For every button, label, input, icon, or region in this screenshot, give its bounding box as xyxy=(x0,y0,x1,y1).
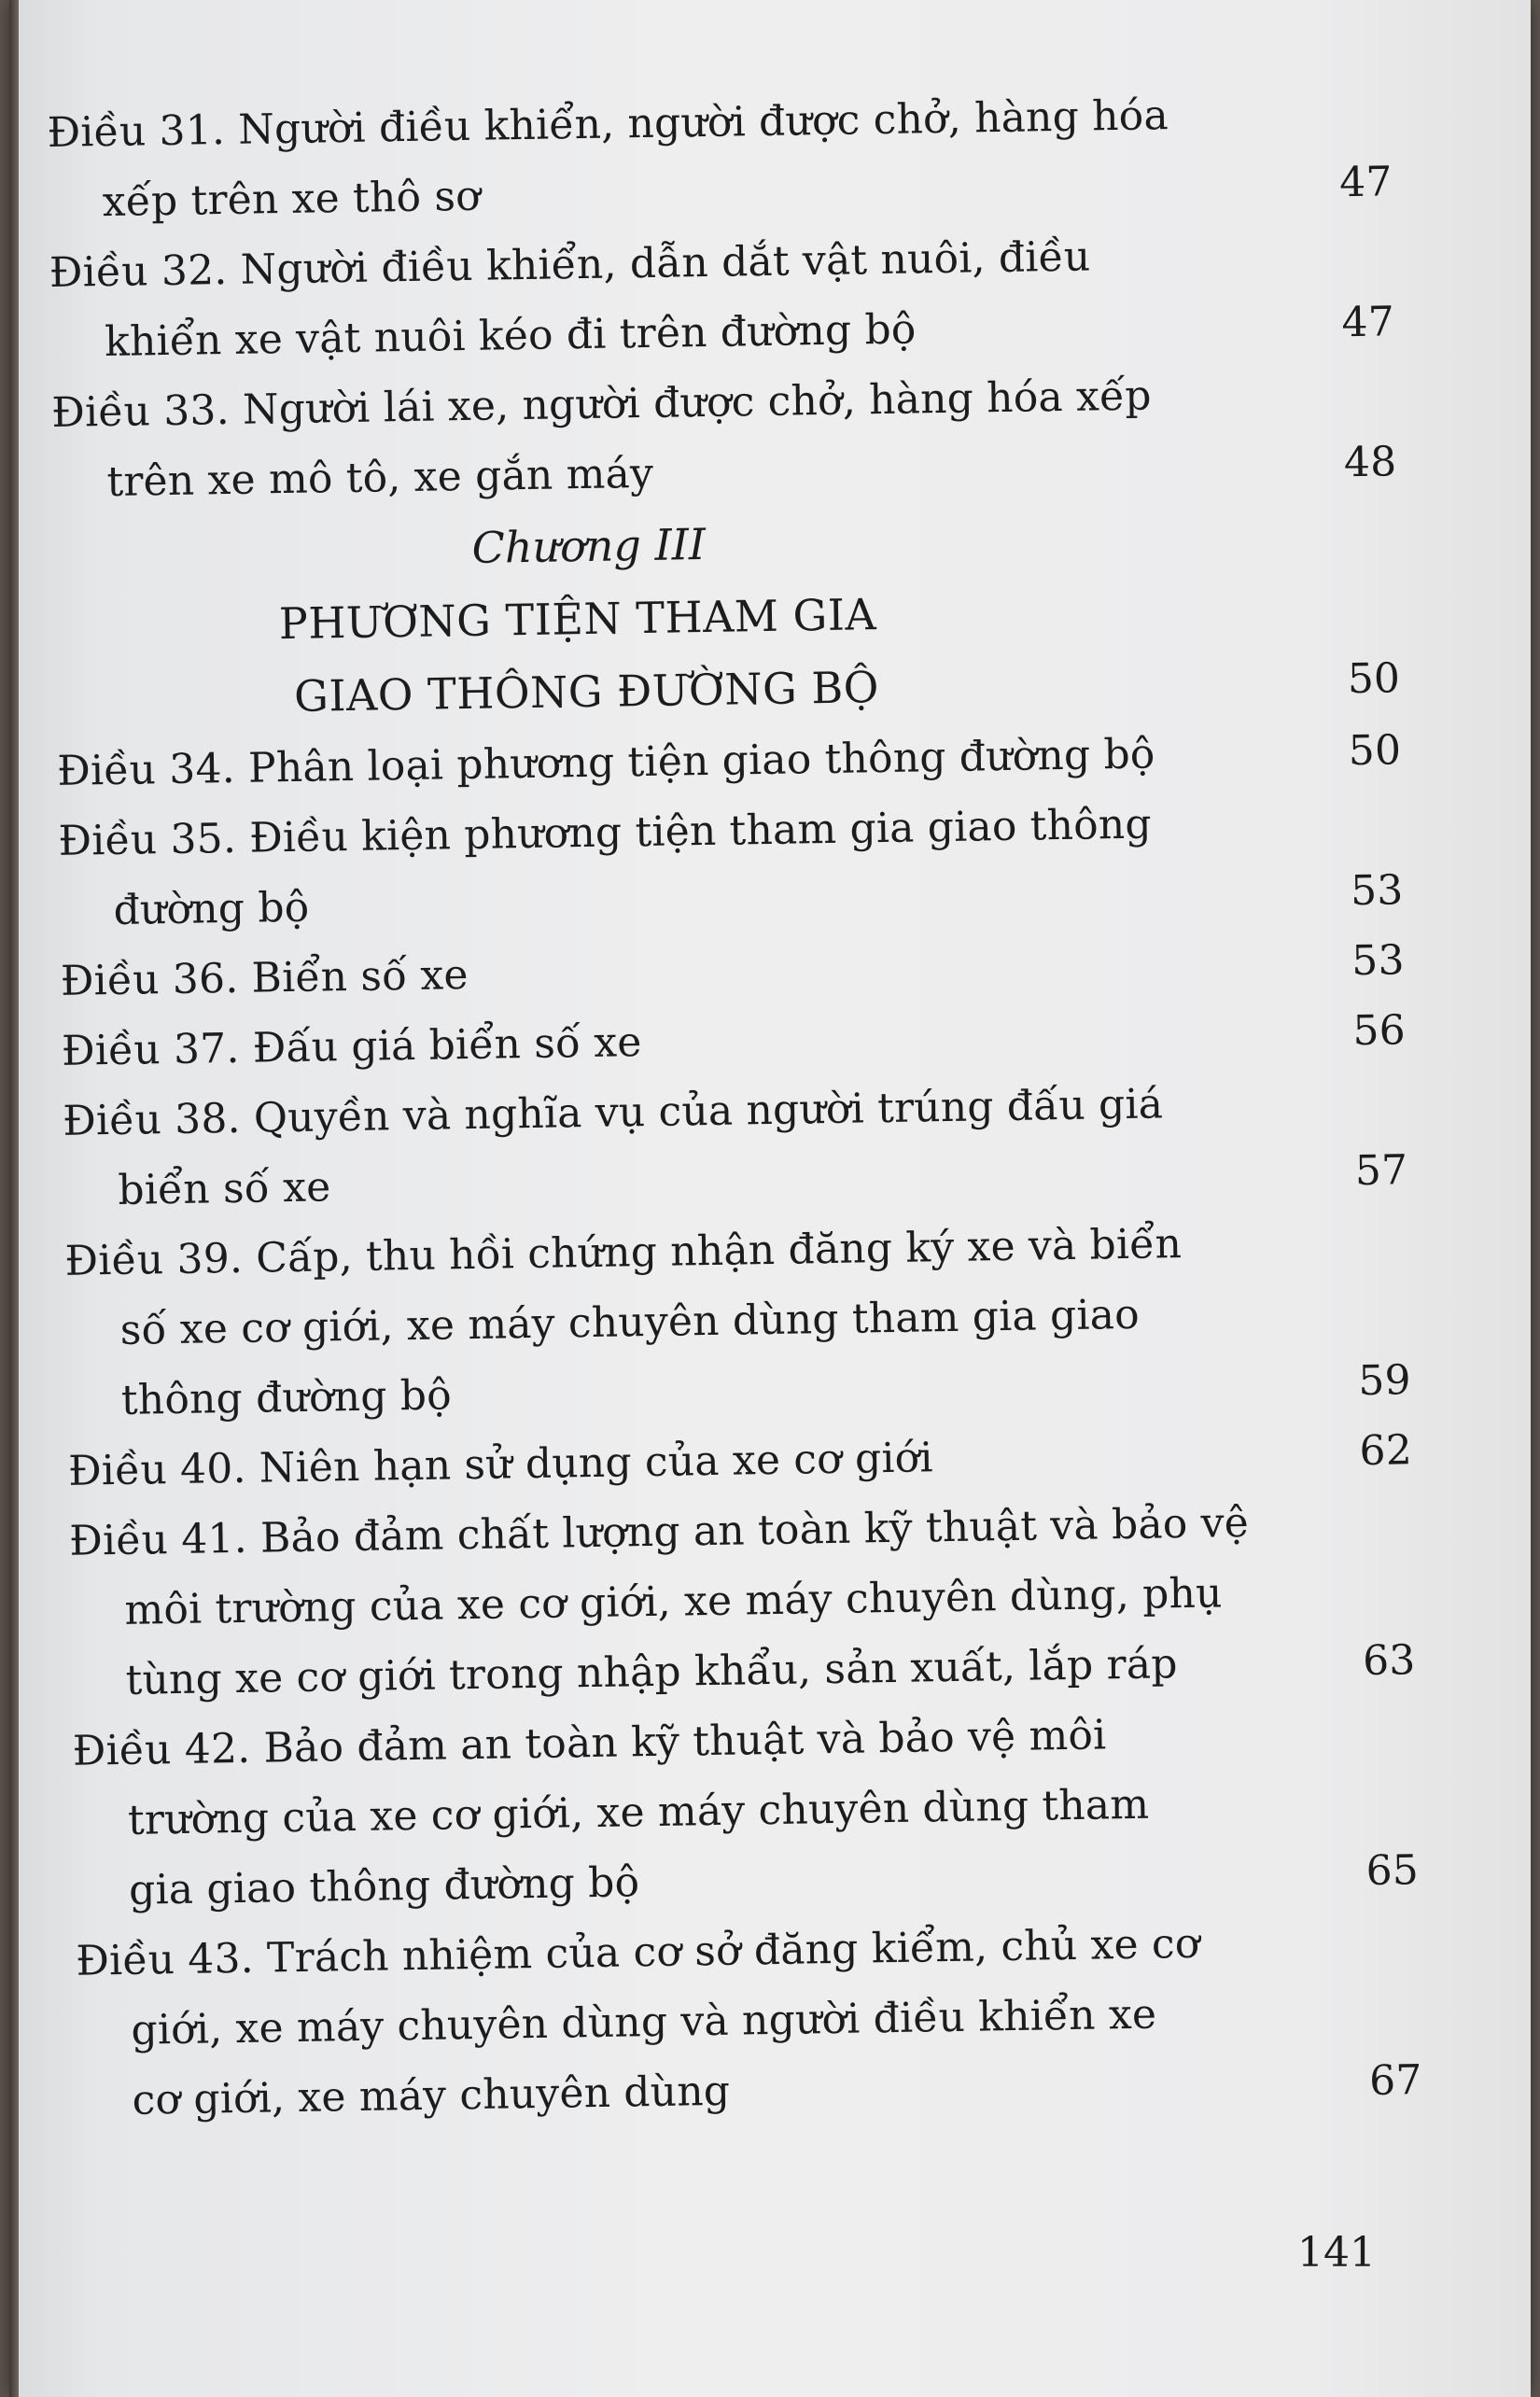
toc-entry xyxy=(72,1695,1419,1927)
toc-entry-page-number: 48 xyxy=(1343,438,1397,487)
toc-entry-title: Điều 36. Biển số xe xyxy=(60,951,469,1005)
toc-entry xyxy=(69,1485,1416,1717)
toc-entry-page-number: 53 xyxy=(1350,866,1404,916)
chapter-page-number: 50 xyxy=(1347,654,1401,704)
toc-section-1 xyxy=(47,77,1397,518)
toc-entry-continuation: đường bộ xyxy=(113,883,310,934)
toc-entry-page-number: 47 xyxy=(1338,158,1393,207)
toc-entry-page-number: 56 xyxy=(1352,1006,1407,1056)
toc-entry-continuation: trên xe mô tô, xe gắn máy xyxy=(106,449,654,507)
toc-entry-continuation: giới, xe máy chuyên dùng và người điều khiển xe xyxy=(131,1990,1157,2054)
toc-entry-page-number: 59 xyxy=(1357,1356,1412,1406)
toc-entry-title: Điều 34. Phân loại phương tiện giao thông đường bộ xyxy=(56,730,1155,795)
toc-entry-title: Điều 33. Người lái xe, người được chở, hàng hóa xếp xyxy=(50,371,1153,437)
table-of-contents xyxy=(47,77,1422,2136)
page-binding-edge xyxy=(9,0,19,2397)
toc-entry-title: Điều 32. Người điều khiển, dẫn dắt vật nuôi, điều xyxy=(49,232,1091,297)
toc-entry-title: Điều 41. Bảo đảm chất lượng an toàn kỹ thuật và bảo vệ xyxy=(68,1498,1250,1565)
toc-entry xyxy=(51,357,1397,518)
book-page xyxy=(9,0,1531,2397)
toc-entry-page-number: 53 xyxy=(1351,936,1406,986)
toc-entry-continuation: trường của xe cơ giới, xe máy chuyên dùng tham xyxy=(127,1780,1150,1844)
chapter-label: Chương III xyxy=(471,518,707,573)
toc-entry-title: Điều 38. Quyền và nghĩa vụ của người trúng đấu giá xyxy=(62,1080,1164,1145)
toc-entry-continuation: gia giao thông đường bộ xyxy=(128,1858,640,1914)
toc-entry-continuation: môi trường của xe cơ giới, xe máy chuyên dùng, phụ xyxy=(124,1569,1223,1634)
toc-entry-page-number: 63 xyxy=(1362,1636,1416,1686)
toc-entry xyxy=(63,1065,1408,1227)
toc-entry-page-number: 47 xyxy=(1341,298,1395,347)
toc-entry-page-number: 62 xyxy=(1359,1426,1413,1476)
toc-entry-page-number: 57 xyxy=(1354,1146,1408,1196)
toc-entry xyxy=(47,77,1393,238)
toc-entry-continuation: thông đường bộ xyxy=(120,1371,453,1424)
toc-entry-title: Điều 39. Cấp, thu hồi chứng nhận đăng ký xe và biển xyxy=(64,1220,1183,1285)
chapter-heading xyxy=(53,497,1400,736)
toc-entry xyxy=(76,1905,1422,2137)
toc-entry-continuation: số xe cơ giới, xe máy chuyên dùng tham gia giao xyxy=(119,1290,1141,1354)
toc-entry-page-number: 65 xyxy=(1365,1846,1420,1896)
chapter-title-line-2: GIAO THÔNG ĐƯỜNG BỘ xyxy=(293,662,880,722)
chapter-title-line-1: PHƯƠNG TIỆN THAM GIA xyxy=(278,589,877,650)
toc-entry-continuation: biển số xe xyxy=(117,1163,331,1214)
toc-entry-continuation: tùng xe cơ giới trong nhập khẩu, sản xuất, lắp ráp xyxy=(125,1640,1178,1704)
toc-entry-title: Điều 42. Bảo đảm an toàn kỹ thuật và bảo vệ môi xyxy=(72,1711,1107,1775)
toc-entry xyxy=(49,217,1394,378)
toc-entry-page-number: 50 xyxy=(1348,726,1402,776)
toc-entry-title: Điều 43. Trách nhiệm của cơ sở đăng kiểm, chủ xe cơ xyxy=(75,1919,1200,1985)
toc-entry xyxy=(58,785,1404,946)
toc-entry-title: Điều 40. Niên hạn sử dụng của xe cơ giới xyxy=(67,1434,934,1495)
toc-entry-continuation: cơ giới, xe máy chuyên dùng xyxy=(132,2067,731,2124)
toc-entry-title: Điều 37. Đấu giá biển số xe xyxy=(61,1018,642,1075)
toc-entry-page-number: 67 xyxy=(1368,2056,1422,2105)
toc-entry-title: Điều 31. Người điều khiển, người được chở, hàng hóa xyxy=(47,91,1169,157)
toc-entry xyxy=(64,1205,1411,1437)
page-folio-number: 141 xyxy=(1297,2229,1376,2277)
toc-entry-continuation: xếp trên xe thô sơ xyxy=(102,172,482,227)
toc-entry-continuation: khiển xe vật nuôi kéo đi trên đường bộ xyxy=(104,305,917,367)
toc-entry-title: Điều 35. Điều kiện phương tiện tham gia giao thông xyxy=(58,800,1153,865)
toc-section-2 xyxy=(57,715,1422,2136)
